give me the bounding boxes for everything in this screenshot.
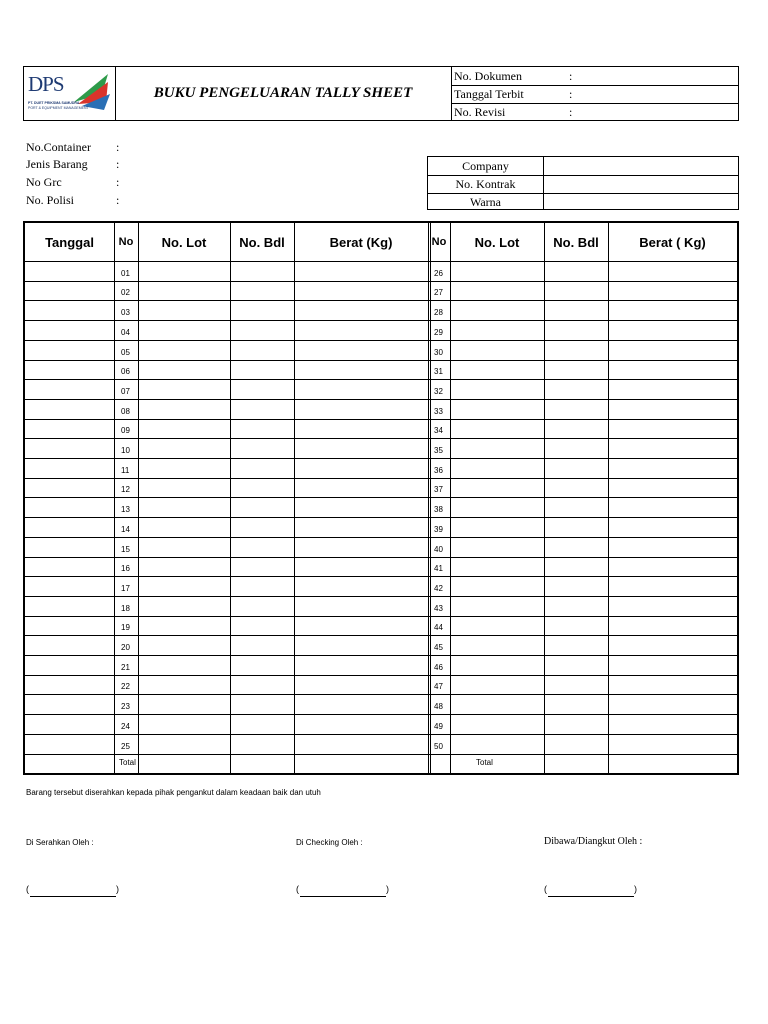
color-label: Warna — [469, 195, 501, 209]
row-number-left: 03 — [121, 308, 130, 317]
row-number-left: 05 — [121, 348, 130, 357]
company-label: Company — [462, 159, 509, 173]
paren-close: ) — [386, 884, 389, 894]
row-number-left: 24 — [121, 722, 130, 731]
paren-open: ( — [544, 884, 547, 894]
row-number-right: 27 — [434, 288, 443, 297]
row-number-left: 18 — [121, 604, 130, 613]
doc-row-revisi — [451, 103, 738, 121]
paren-close: ) — [116, 884, 119, 894]
colon: : — [116, 140, 120, 154]
header-no-left: No — [118, 236, 134, 248]
row-number-right: 28 — [434, 308, 443, 317]
colon: : — [116, 175, 120, 189]
row-number-right: 34 — [434, 426, 443, 435]
colon: : — [569, 69, 573, 83]
row-number-left: 16 — [121, 564, 130, 573]
logo-cell — [24, 67, 116, 120]
handover-statement: Barang tersebut diserahkan kepada pihak pengankut dalam keadaan baik dan utuh — [26, 788, 321, 797]
header-bdl-left: No. Bdl — [239, 234, 285, 250]
row-number-right: 37 — [434, 485, 443, 494]
header-no-right: No — [431, 236, 447, 248]
tally-table — [23, 221, 739, 775]
colon: : — [569, 87, 573, 101]
row-number-right: 48 — [434, 702, 443, 711]
document-header — [23, 66, 739, 121]
row-number-left: 02 — [121, 288, 130, 297]
row-number-right: 26 — [434, 269, 443, 278]
row-number-right: 43 — [434, 604, 443, 613]
logo-subtitle-1: PT. DUET PRIKSMA SAMUDRA — [28, 101, 80, 105]
header-lot-left: No. Lot — [161, 234, 207, 250]
document-title: BUKU PENGELUARAN TALLY SHEET — [153, 85, 413, 101]
info-row-grc — [26, 175, 120, 193]
doc-row-terbit — [451, 85, 738, 104]
row-number-right: 38 — [434, 505, 443, 514]
contract-row — [428, 175, 738, 194]
header-tanggal: Tanggal — [45, 234, 94, 250]
header-berat-right: Berat ( Kg) — [639, 234, 706, 250]
row-number-left: 10 — [121, 446, 130, 455]
company-row — [428, 157, 738, 176]
logo-subtitle-2: PORT & EQUIPMENT MANAGEMENT — [28, 106, 89, 110]
row-number-right: 41 — [434, 564, 443, 573]
paren-open: ( — [296, 884, 299, 894]
row-number-right: 35 — [434, 446, 443, 455]
total-label-right: Total — [476, 758, 493, 767]
signature-handover-label: Di Serahkan Oleh : — [26, 838, 94, 847]
paren-close: ) — [634, 884, 637, 894]
row-number-right: 31 — [434, 367, 443, 376]
info-row-polisi — [26, 193, 120, 211]
row-number-left: 11 — [121, 466, 130, 475]
colon: : — [116, 157, 120, 171]
company-logo — [28, 72, 112, 116]
row-number-right: 45 — [434, 643, 443, 652]
row-number-left: 25 — [121, 742, 130, 751]
revision-label: No. Revisi — [454, 105, 506, 119]
row-number-left: 17 — [121, 584, 130, 593]
header-lot-right: No. Lot — [474, 234, 520, 250]
doc-number-label: No. Dokumen — [454, 69, 522, 83]
contract-label: No. Kontrak — [455, 177, 516, 191]
colon: : — [569, 105, 573, 119]
row-number-left: 15 — [121, 545, 130, 554]
row-number-left: 20 — [121, 643, 130, 652]
plate-label: No. Polisi — [26, 193, 75, 207]
row-number-left: 23 — [121, 702, 130, 711]
row-number-right: 42 — [434, 584, 443, 593]
row-number-left: 01 — [121, 269, 130, 278]
row-number-right: 40 — [434, 545, 443, 554]
row-number-right: 50 — [434, 742, 443, 751]
row-number-right: 44 — [434, 623, 443, 632]
row-number-left: 08 — [121, 407, 130, 416]
color-row — [428, 193, 738, 211]
logo-text: DPS — [28, 72, 64, 96]
row-number-left: 06 — [121, 367, 130, 376]
signature-checking-label: Di Checking Oleh : — [296, 838, 363, 847]
row-number-left: 04 — [121, 328, 130, 337]
signature-carrier-label: Dibawa/Diangkut Oleh : — [544, 836, 643, 847]
row-number-right: 32 — [434, 387, 443, 396]
row-number-right: 49 — [434, 722, 443, 731]
signature-line-3[interactable] — [544, 884, 640, 898]
row-number-right: 29 — [434, 328, 443, 337]
row-number-right: 36 — [434, 466, 443, 475]
grc-label: No Grc — [26, 175, 62, 189]
row-number-left: 07 — [121, 387, 130, 396]
row-number-left: 19 — [121, 623, 130, 632]
goods-type-label: Jenis Barang — [26, 157, 88, 171]
row-number-left: 09 — [121, 426, 130, 435]
row-number-left: 21 — [121, 663, 130, 672]
colon: : — [116, 193, 120, 207]
table-body — [25, 223, 737, 773]
container-label: No.Container — [26, 140, 91, 154]
row-number-right: 47 — [434, 682, 443, 691]
row-number-left: 12 — [121, 485, 130, 494]
row-number-left: 13 — [121, 505, 130, 514]
row-number-right: 39 — [434, 525, 443, 534]
total-label-left: Total — [119, 758, 136, 767]
title-cell — [115, 67, 452, 120]
doc-row-dokumen — [451, 67, 738, 86]
info-row-container — [26, 140, 120, 158]
signature-line-1[interactable] — [26, 884, 122, 898]
info-row-jenis — [26, 157, 120, 175]
header-bdl-right: No. Bdl — [553, 234, 599, 250]
header-berat-left: Berat (Kg) — [329, 234, 393, 250]
row-number-right: 30 — [434, 348, 443, 357]
row-number-right: 46 — [434, 663, 443, 672]
paren-open: ( — [26, 884, 29, 894]
row-number-left: 14 — [121, 525, 130, 534]
issue-date-label: Tanggal Terbit — [454, 87, 524, 101]
row-number-left: 22 — [121, 682, 130, 691]
row-number-right: 33 — [434, 407, 443, 416]
company-info-box — [427, 156, 739, 210]
signature-line-2[interactable] — [296, 884, 392, 898]
